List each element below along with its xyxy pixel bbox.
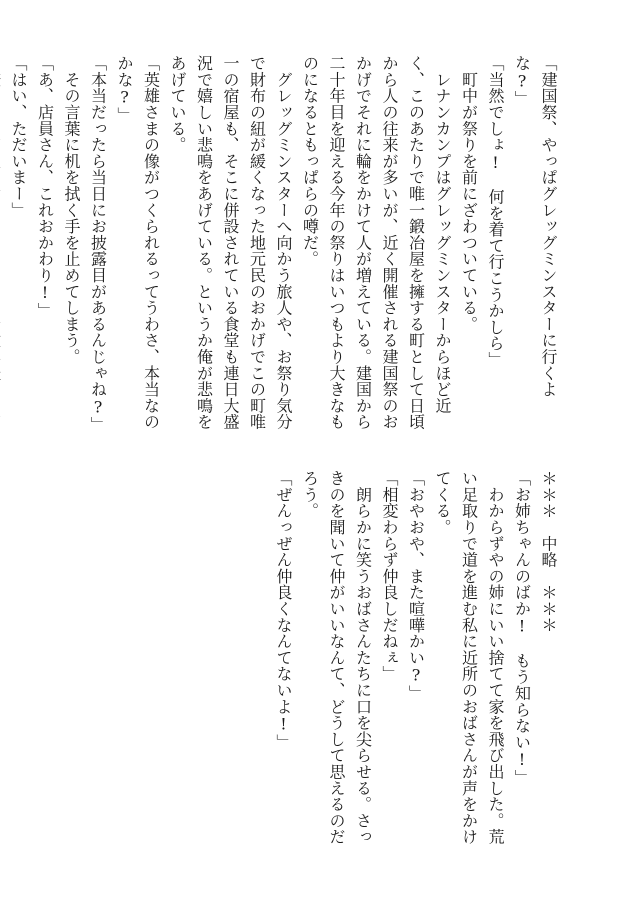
lower-text-block bbox=[61, 470, 561, 860]
upper-text-block: 「建国祭、やっぱグレッグミンスターに行くよな?」 「当然でしょ! 何を着て行こうかしら」 町中が祭りを前にざわついている。 レナンカンプはグレッグミンスターからほど近く、このあたりで唯一鍛冶屋を擁する町として日頃から人の往来が多いが、近く開催される建国祭のおかげでそれに輪をかけて人が増えている。建国から二十年目を迎える今年の祭りはいつもより大きなものになるともっぱらの噂だ。 グレッグミンスターへ向かう旅人や、お祭り気分で財布の紐が緩くなった地元民のおかげでこの町唯一の宿屋も、そこに併設されている食堂も連日大盛況で嬉しい悲鳴をあげている。というか俺が悲鳴をあげている。 「英雄さまの像がつくられるってうわさ、本当なのかな?」 「本当だったら当日にお披露目があるんじゃね?」 その言葉に机を拭く手を止めてしまう。 「あ、店員さん、これおかわり!」 「はい、ただいまー」 bbox=[9, 55, 558, 433]
section-separator: ＊＊＊ 中略 ＊＊＊ bbox=[539, 470, 558, 633]
lower-text-body: 「お姉ちゃんのばか! もう知らない!」 わからずやの姉にいい捨てて家を飛び出した。荒い足取りで道を進む私に近所のおばさんが声をかけてくる。 「おやおや、また喧嘩かい?」 「相変わらず仲良しだねぇ」 朗らかに笑うおばさんたちに口を尖らせる。さっきのを聞いて仲がいいなんて、どうして思えるのだろう。 「ぜんっぜん仲良くなんてないよ!」 bbox=[274, 470, 532, 845]
